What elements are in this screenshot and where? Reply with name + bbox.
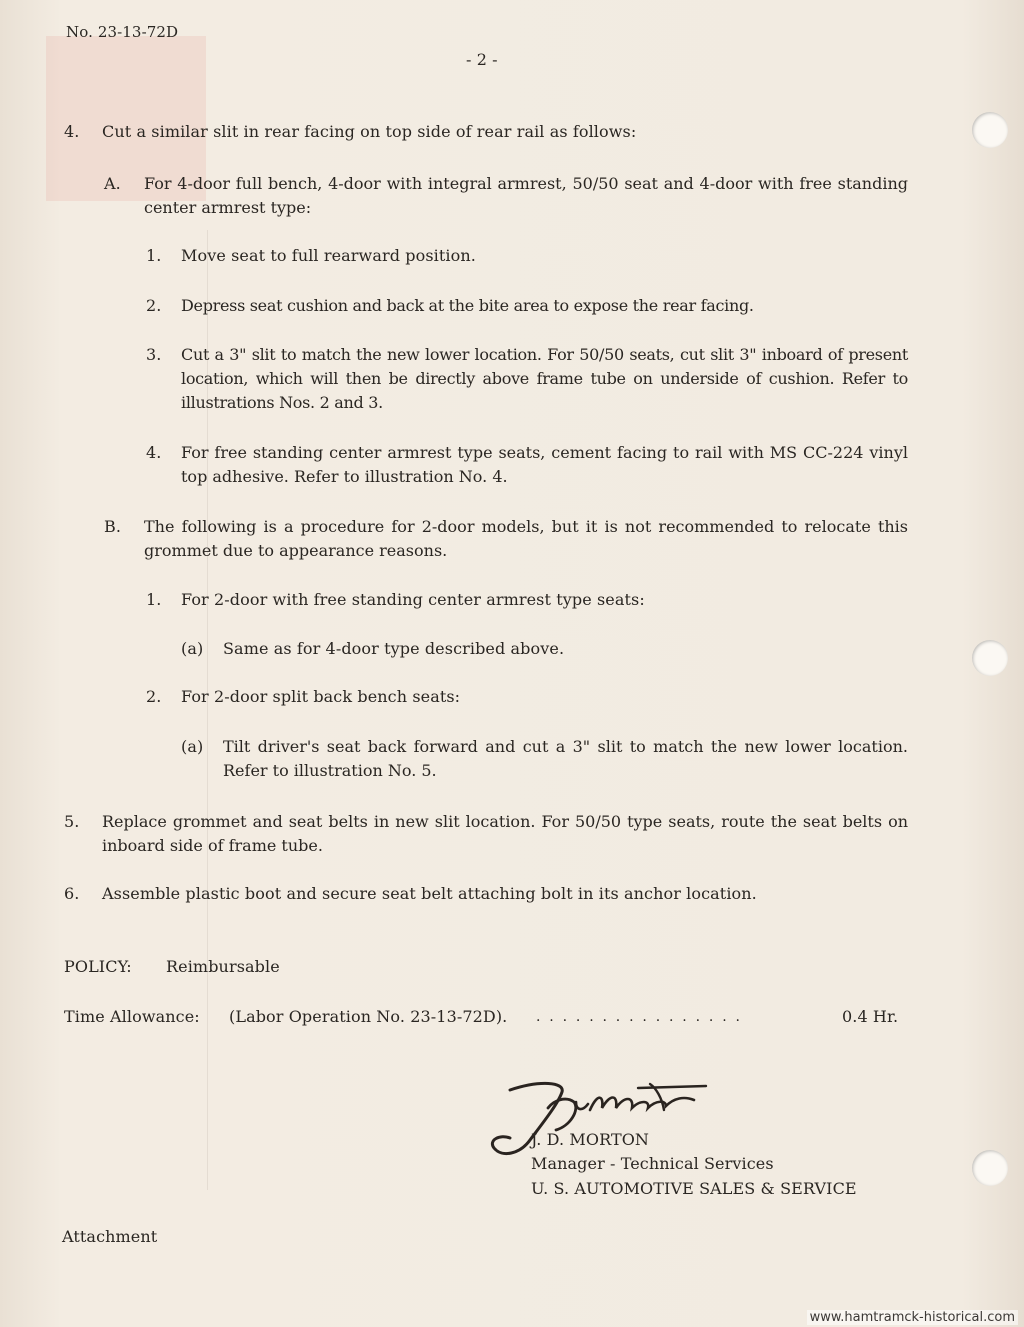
binder-hole-top bbox=[972, 112, 1008, 148]
signatory-organization: U. S. AUTOMOTIVE SALES & SERVICE bbox=[531, 1179, 857, 1198]
time-allowance-label: Time Allowance: bbox=[64, 1007, 200, 1026]
item-5-text: Replace grommet and seat belts in new slit location. For 50/50 type seats, route the seat belts on inboard side of frame tube. bbox=[102, 812, 908, 855]
step-b2-text: For 2-door split back bench seats: bbox=[181, 687, 461, 706]
signatory-name: J. D. MORTON bbox=[531, 1130, 650, 1149]
time-allowance-value: 0.4 Hr. bbox=[842, 1007, 899, 1026]
time-allowance-leader-dots: . . . . . . . . . . . . . . . . bbox=[536, 1009, 743, 1025]
step-b2a-text: Tilt driver's seat back forward and cut a 3" slit to match the new lower location. Refer to illustration No. 5. bbox=[223, 737, 908, 780]
step-a4-text: For free standing center armrest type seats, cement facing to rail with MS CC-224 vinyl top adhesive. Refer to illustration No. 4. bbox=[181, 443, 908, 486]
binder-hole-middle bbox=[972, 640, 1008, 676]
item-a-letter: A. bbox=[104, 174, 121, 193]
step-a3-text: Cut a 3" slit to match the new lower location. For 50/50 seats, cut slit 3" inboard of present location, which will then be directly above frame tube on underside of cushion. Refer to illustrations Nos. 2 and 3. bbox=[181, 345, 908, 412]
step-a2-text: Depress seat cushion and back at the bite area to expose the rear facing. bbox=[181, 296, 754, 315]
item-6-number: 6. bbox=[64, 884, 80, 903]
step-a2-number: 2. bbox=[146, 296, 162, 315]
item-4-number: 4. bbox=[64, 122, 80, 141]
step-b2a-number: (a) bbox=[181, 737, 204, 756]
website-watermark: www.hamtramck-historical.com bbox=[807, 1310, 1018, 1325]
item-a-text: For 4-door full bench, 4-door with integral armrest, 50/50 seat and 4-door with free standing center armrest type: bbox=[144, 174, 908, 217]
item-b-letter: B. bbox=[104, 517, 122, 536]
item-4-text: Cut a similar slit in rear facing on top side of rear rail as follows: bbox=[102, 122, 637, 141]
signatory-title: Manager - Technical Services bbox=[531, 1154, 774, 1173]
step-b1-text: For 2-door with free standing center armrest type seats: bbox=[181, 590, 645, 609]
step-a4-number: 4. bbox=[146, 443, 162, 462]
step-b2-number: 2. bbox=[146, 687, 162, 706]
page-number: - 2 - bbox=[466, 50, 498, 69]
step-b1-number: 1. bbox=[146, 590, 162, 609]
step-a1-text: Move seat to full rearward position. bbox=[181, 246, 476, 265]
bulletin-number: No. 23-13-72D bbox=[66, 23, 179, 41]
item-b-text: The following is a procedure for 2-door models, but it is not recommended to relocate this grommet due to appearance reasons. bbox=[144, 517, 908, 560]
binder-hole-bottom bbox=[972, 1150, 1008, 1186]
step-b1a-text: Same as for 4-door type described above. bbox=[223, 639, 565, 658]
step-a1-number: 1. bbox=[146, 246, 162, 265]
item-5-number: 5. bbox=[64, 812, 80, 831]
step-a3-number: 3. bbox=[146, 345, 162, 364]
time-allowance-operation: (Labor Operation No. 23-13-72D). bbox=[229, 1007, 508, 1026]
attachment-label: Attachment bbox=[62, 1227, 158, 1246]
policy-value: Reimbursable bbox=[166, 957, 280, 976]
item-6-text: Assemble plastic boot and secure seat belt attaching bolt in its anchor location. bbox=[102, 884, 757, 903]
step-b1a-number: (a) bbox=[181, 639, 204, 658]
policy-label: POLICY: bbox=[64, 957, 132, 976]
